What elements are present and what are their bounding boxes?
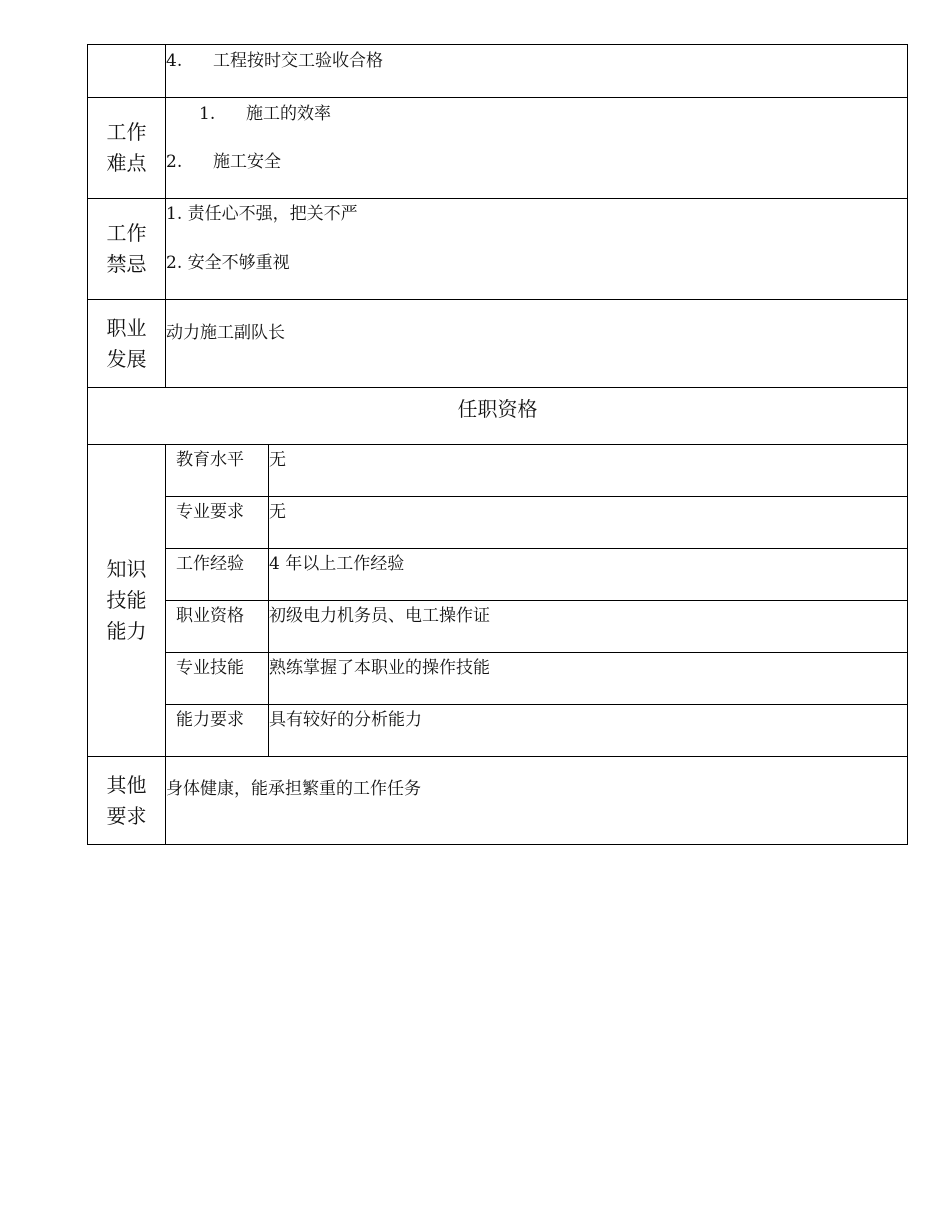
knowledge-row-label: 专业技能 <box>166 653 269 705</box>
knowledge-row <box>88 705 908 757</box>
task-text: 工程按时交工验收合格 <box>213 51 383 71</box>
taboo-item-1: 1. 责任心不强，把关不严 <box>166 204 358 224</box>
career-content <box>166 300 908 388</box>
knowledge-row-value: 无 <box>269 445 908 497</box>
qualification-header-row <box>88 388 908 445</box>
knowledge-row <box>88 497 908 549</box>
knowledge-row-label: 专业要求 <box>166 497 269 549</box>
knowledge-row-value: 具有较好的分析能力 <box>269 705 908 757</box>
task-content-cell <box>166 45 908 98</box>
knowledge-row-label: 教育水平 <box>166 445 269 497</box>
other-text: 身体健康，能承担繁重的工作任务 <box>166 779 421 799</box>
knowledge-row-value: 熟练掌握了本职业的操作技能 <box>269 653 908 705</box>
qualification-title: 任职资格 <box>457 397 538 421</box>
other-row <box>88 757 908 845</box>
taboo-item-2: 2. 安全不够重视 <box>166 253 290 273</box>
job-description-table <box>87 44 908 845</box>
career-label: 职业 发展 <box>88 300 166 388</box>
knowledge-row-label: 职业资格 <box>166 601 269 653</box>
knowledge-row-value: 无 <box>269 497 908 549</box>
difficulty-item-1: 1. 施工的效率 <box>199 104 331 124</box>
career-row <box>88 300 908 388</box>
knowledge-row <box>88 445 908 497</box>
knowledge-row-value: 初级电力机务员、电工操作证 <box>269 601 908 653</box>
difficulty-item-2: 2. 施工安全 <box>166 152 281 172</box>
other-label: 其他 要求 <box>88 757 166 845</box>
task-row <box>88 45 908 98</box>
knowledge-row-value: 4 年以上工作经验 <box>269 549 908 601</box>
knowledge-row-label: 工作经验 <box>166 549 269 601</box>
task-label-cell <box>88 45 166 98</box>
difficulty-label: 工作 难点 <box>88 98 166 199</box>
difficulty-row <box>88 98 908 199</box>
knowledge-label: 知识 技能 能力 <box>88 445 166 757</box>
taboo-label: 工作 禁忌 <box>88 199 166 300</box>
knowledge-row <box>88 549 908 601</box>
knowledge-row <box>88 601 908 653</box>
career-text: 动力施工副队长 <box>166 323 285 343</box>
taboo-content <box>166 199 908 300</box>
knowledge-row-label: 能力要求 <box>166 705 269 757</box>
other-content <box>166 757 908 845</box>
knowledge-row <box>88 653 908 705</box>
difficulty-content <box>166 98 908 199</box>
task-number: 4. <box>166 51 183 71</box>
qualification-header <box>88 388 908 445</box>
taboo-row <box>88 199 908 300</box>
